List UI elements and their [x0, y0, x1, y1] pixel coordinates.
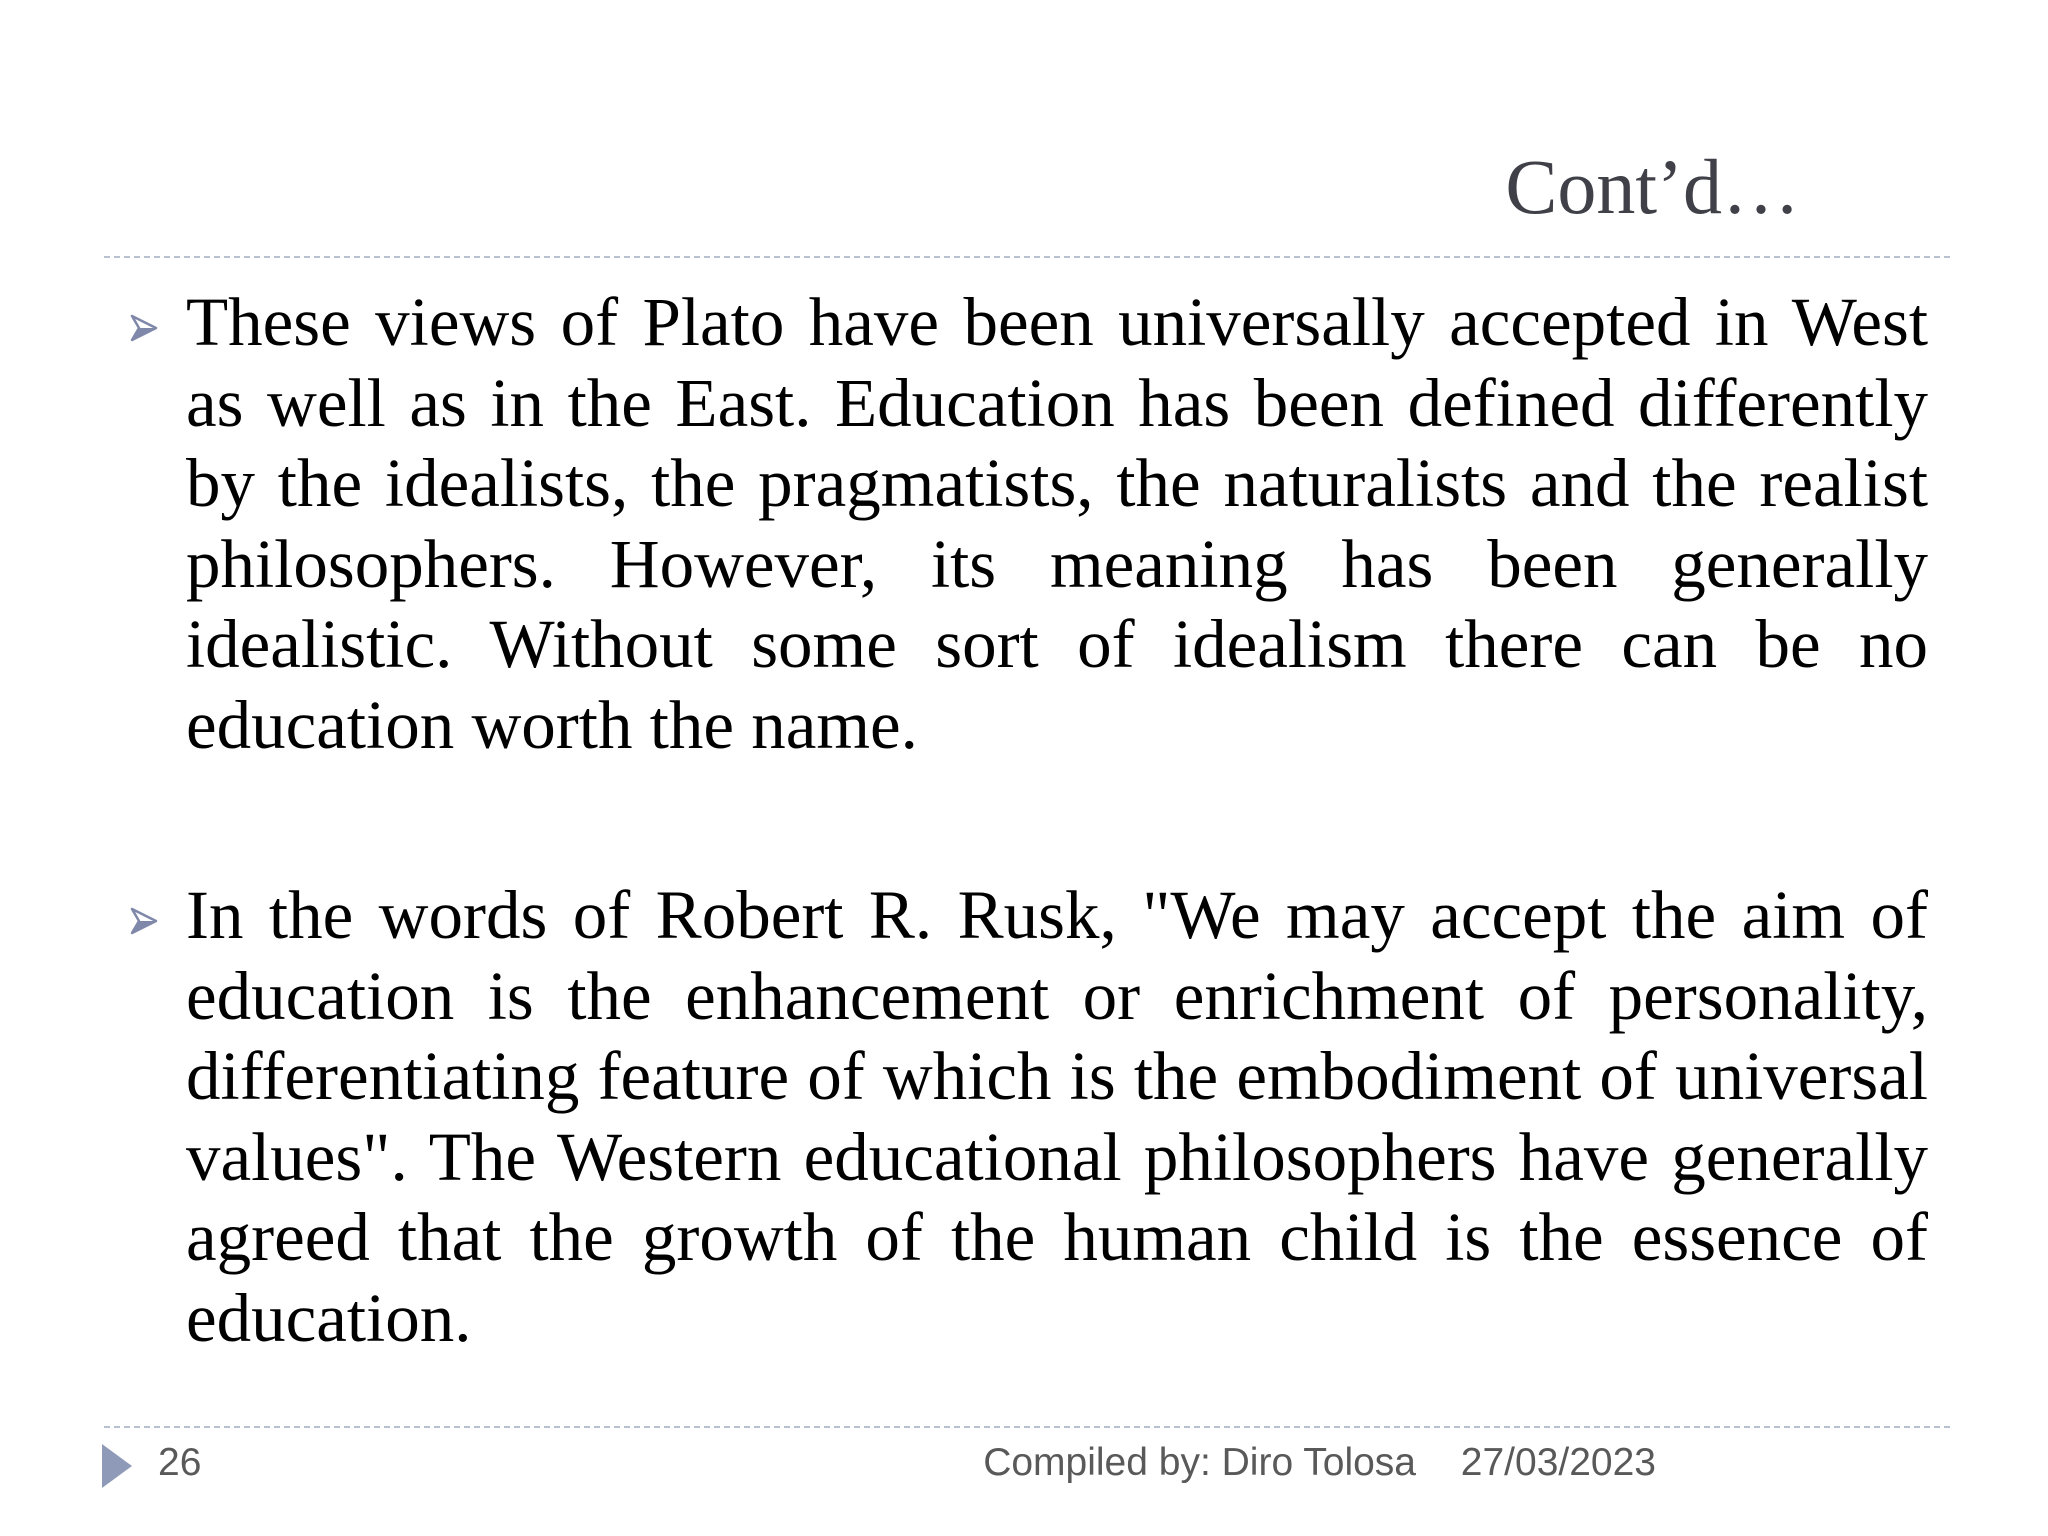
- arrow-bullet-icon: [128, 312, 160, 344]
- bullet-text: These views of Plato have been universally accepted in West as well as in the East. Education has been defined differently by the idealists, the pragmatists, the naturalists and the realist philosophers. However, its meaning has been generally idealistic. Without some sort of idealism there can be no education worth the name.: [186, 284, 1928, 763]
- footer-compiled-by: Compiled by: Diro Tolosa: [983, 1441, 1416, 1484]
- slide-title: Cont’d…: [1505, 143, 1800, 230]
- footer-divider: [104, 1426, 1950, 1428]
- arrow-bullet-icon: [128, 905, 160, 937]
- bullet-text: In the words of Robert R. Rusk, "We may accept the aim of education is the enhancement or enrichment of personality, differentiating feature of which is the embodiment of universal values". The Western educational philosophers have generally agreed that the growth of the human child is the essence of education.: [186, 877, 1928, 1356]
- page-number: 26: [158, 1441, 202, 1484]
- title-divider: [104, 256, 1950, 258]
- triangle-icon: [102, 1444, 132, 1488]
- footer-date: 27/03/2023: [1460, 1441, 1656, 1484]
